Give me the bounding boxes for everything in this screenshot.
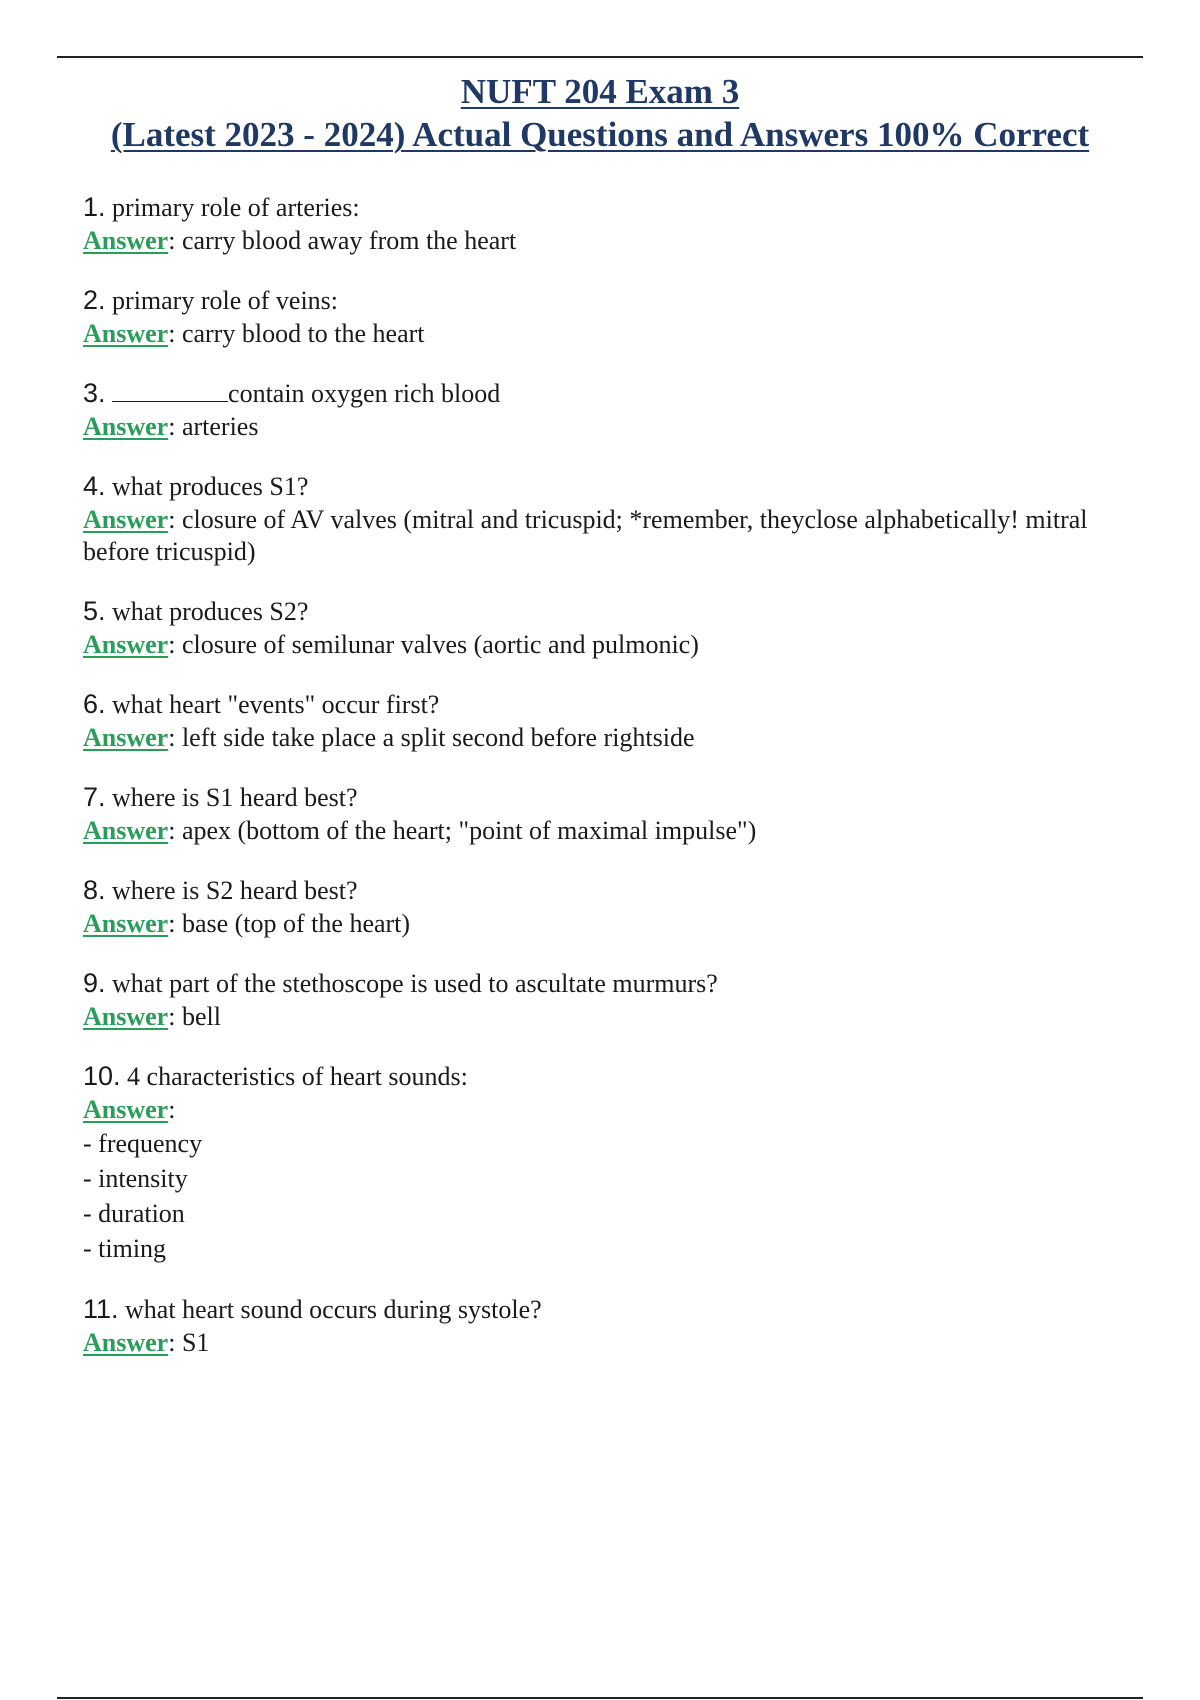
answer-label: Answer	[83, 723, 169, 752]
title-line-2: (Latest 2023 - 2024) Actual Questions and Answers 100% Correct	[110, 115, 1090, 154]
answer-10	[83, 1094, 1123, 1126]
answer-11	[83, 1327, 1123, 1359]
answer-text: : base (top of the heart)	[168, 909, 411, 938]
question-1	[83, 190, 1123, 225]
answer-text: : bell	[168, 1002, 221, 1031]
question-text: what produces S1?	[112, 472, 309, 501]
answer-label: Answer	[83, 1328, 169, 1357]
answer-9	[83, 1001, 1123, 1033]
answer-text: :	[168, 1095, 176, 1124]
question-text: 4 characteristics of heart sounds:	[127, 1062, 468, 1091]
qa-item-7	[83, 780, 1123, 847]
document-title	[0, 70, 1200, 156]
answer-label: Answer	[83, 1002, 169, 1031]
question-text: primary role of veins:	[112, 286, 339, 315]
question-number: 4.	[83, 471, 106, 501]
answer-text: : carry blood away from the heart	[168, 226, 517, 255]
qa-item-2	[83, 283, 1123, 350]
answer-text: : left side take place a split second before rightside	[168, 723, 695, 752]
question-text: what part of the stethoscope is used to ascultate murmurs?	[112, 969, 718, 998]
question-5	[83, 594, 1123, 629]
question-number: 3.	[83, 378, 106, 408]
question-8	[83, 873, 1123, 908]
question-text: what heart sound occurs during systole?	[125, 1295, 542, 1324]
question-9	[83, 966, 1123, 1001]
question-3	[83, 376, 1123, 411]
question-10	[83, 1059, 1123, 1094]
question-text: where is S1 heard best?	[112, 783, 358, 812]
question-7	[83, 780, 1123, 815]
question-number: 7.	[83, 782, 106, 812]
answer-text: : arteries	[168, 412, 259, 441]
question-11	[83, 1292, 1123, 1327]
answer-text: : closure of AV valves (mitral and tricuspid; *remember, theyclose alphabetically! mitral before tricuspid)	[83, 505, 1088, 566]
fill-in-blank	[112, 379, 228, 402]
answer-text: : carry blood to the heart	[168, 319, 425, 348]
qa-item-4	[83, 469, 1123, 568]
question-text: primary role of arteries:	[112, 193, 360, 222]
answer-text: : closure of semilunar valves (aortic and pulmonic)	[168, 630, 699, 659]
answer-label: Answer	[83, 226, 169, 255]
answer-label: Answer	[83, 505, 169, 534]
answer-label: Answer	[83, 630, 169, 659]
answer-label: Answer	[83, 319, 169, 348]
answer-label: Answer	[83, 909, 169, 938]
answer-label: Answer	[83, 816, 169, 845]
top-rule	[57, 56, 1143, 58]
answer-6	[83, 722, 1123, 754]
qa-item-9	[83, 966, 1123, 1033]
answer-list-item: - duration	[83, 1199, 185, 1228]
answer-3	[83, 411, 1123, 443]
answer-4	[83, 504, 1123, 568]
bottom-rule	[57, 1697, 1143, 1699]
question-number: 9.	[83, 968, 106, 998]
question-number: 11.	[83, 1294, 119, 1324]
question-2	[83, 283, 1123, 318]
answer-1	[83, 225, 1123, 257]
answer-label: Answer	[83, 412, 169, 441]
qa-item-6	[83, 687, 1123, 754]
answer-text: : S1	[168, 1328, 210, 1357]
qa-item-8	[83, 873, 1123, 940]
question-number: 10.	[83, 1061, 121, 1091]
qa-item-3	[83, 376, 1123, 443]
question-6	[83, 687, 1123, 722]
qa-list	[83, 190, 1123, 1385]
question-text: what produces S2?	[112, 597, 309, 626]
answer-label: Answer	[83, 1095, 169, 1124]
answer-list-item: - timing	[83, 1234, 167, 1263]
question-text: contain oxygen rich blood	[228, 379, 501, 408]
question-text: what heart "events" occur first?	[112, 690, 440, 719]
answer-5	[83, 629, 1123, 661]
qa-item-11	[83, 1292, 1123, 1359]
answer-list-item: - frequency	[83, 1129, 203, 1158]
answer-text: : apex (bottom of the heart; "point of maximal impulse")	[168, 816, 757, 845]
qa-item-10	[83, 1059, 1123, 1266]
question-number: 1.	[83, 192, 106, 222]
answer-8	[83, 908, 1123, 940]
question-number: 8.	[83, 875, 106, 905]
answer-2	[83, 318, 1123, 350]
question-number: 6.	[83, 689, 106, 719]
title-line-1: NUFT 204 Exam 3	[460, 72, 740, 111]
answer-7	[83, 815, 1123, 847]
qa-item-1	[83, 190, 1123, 257]
question-4	[83, 469, 1123, 504]
qa-item-5	[83, 594, 1123, 661]
question-number: 5.	[83, 596, 106, 626]
question-text: where is S2 heard best?	[112, 876, 358, 905]
answer-list-item: - intensity	[83, 1164, 188, 1193]
question-number: 2.	[83, 285, 106, 315]
